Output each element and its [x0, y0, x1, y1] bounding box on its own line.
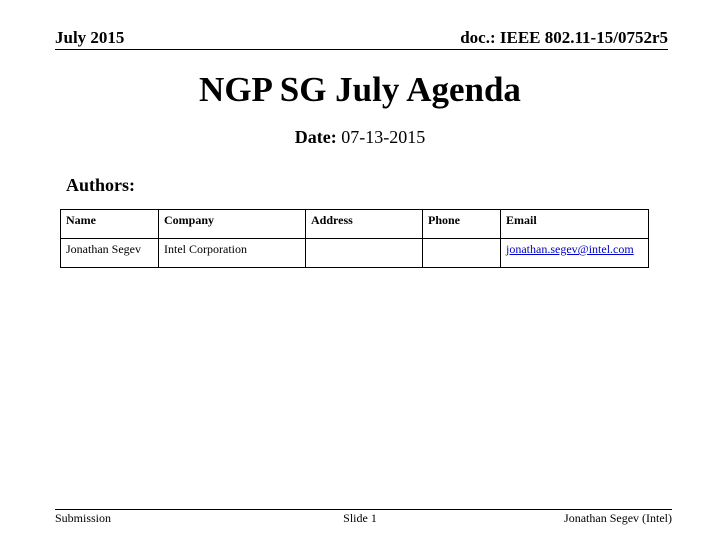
cell-name: Jonathan Segev: [61, 239, 159, 268]
authors-table: [60, 209, 649, 268]
table-row: [61, 239, 649, 268]
cell-address: [306, 239, 423, 268]
column-header-email: Email: [501, 210, 649, 239]
footer-slide-number: Slide 1: [343, 511, 377, 525]
column-header-phone: Phone: [423, 210, 501, 239]
authors-heading: Authors:: [66, 175, 136, 195]
column-header-address: Address: [306, 210, 423, 239]
date-value: 07-13-2015: [341, 127, 426, 147]
slide-title: NGP SG July Agenda: [199, 70, 521, 109]
header-divider: [55, 49, 668, 50]
header-date: July 2015: [55, 28, 125, 47]
date-label: Date:: [294, 127, 337, 147]
footer-author: Jonathan Segev (Intel): [564, 511, 672, 525]
header-doc-id: doc.: IEEE 802.11-15/0752r5: [460, 28, 668, 47]
date-line: [0, 127, 720, 148]
cell-email: [501, 239, 649, 268]
email-link[interactable]: jonathan.segev@intel.com: [506, 242, 634, 256]
footer-divider: [55, 509, 672, 510]
column-header-name: Name: [61, 210, 159, 239]
column-header-company: Company: [159, 210, 306, 239]
cell-company: Intel Corporation: [159, 239, 306, 268]
table-header-row: [61, 210, 649, 239]
footer-submission: Submission: [55, 511, 112, 525]
cell-phone: [423, 239, 501, 268]
